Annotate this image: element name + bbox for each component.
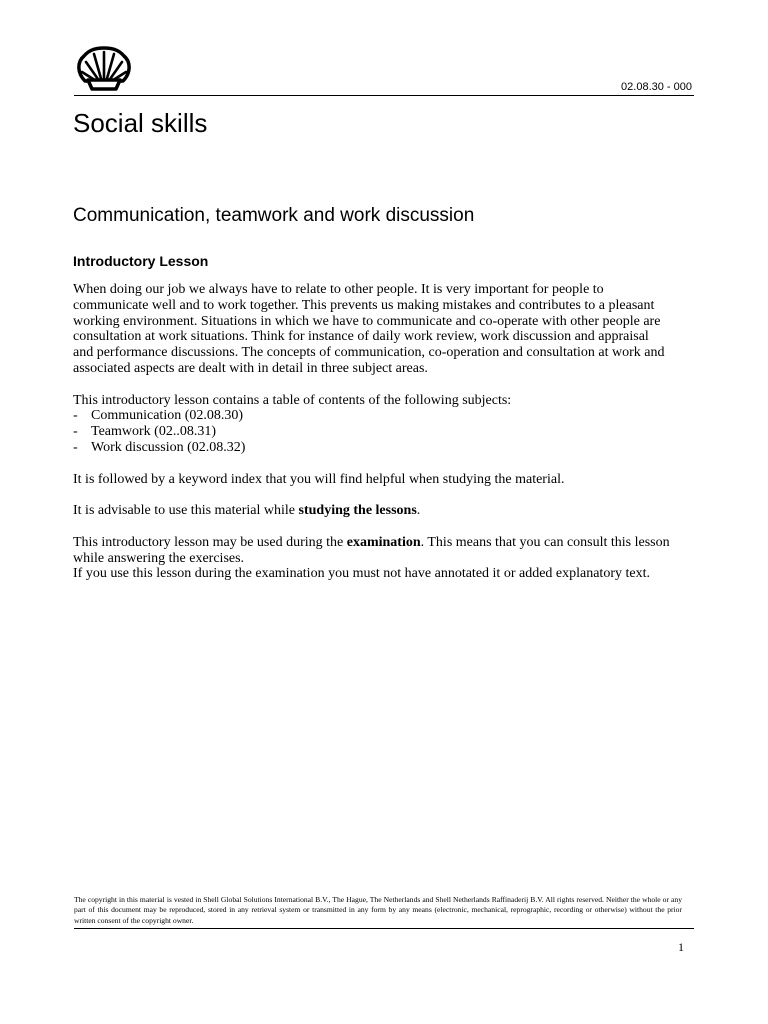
subject-label: Communication (02.08.30) — [91, 408, 244, 424]
exam-line: If you use this lesson during the examination you must not have annotated it or added explanatory text. — [73, 566, 650, 582]
page-subtitle: Communication, teamwork and work discussion — [73, 205, 475, 226]
advisable-emphasis: studying the lessons — [298, 503, 417, 519]
intro-line: and performance discussions. The concepts of communication, co-operation and consultation at work and — [73, 345, 665, 361]
keyword-index-note: It is followed by a keyword index that you will find helpful when studying the material. — [73, 471, 565, 487]
subject-item — [73, 424, 698, 440]
header-divider — [74, 95, 694, 96]
lesson-body — [73, 282, 698, 582]
exam-emphasis: examination — [346, 534, 421, 550]
subject-item — [73, 440, 698, 456]
list-dash: - — [73, 408, 78, 424]
subject-label: Work discussion (02.08.32) — [91, 439, 246, 455]
list-dash: - — [73, 424, 78, 440]
intro-line: When doing our job we always have to relate to other people. It is very important for people to — [73, 282, 604, 297]
intro-line: working environment. Situations in which we have to communicate and co-operate with other people are — [73, 313, 661, 329]
advisable-end: . — [416, 503, 421, 519]
exam-line: while answering the exercises. — [73, 550, 245, 566]
advisable-note — [73, 503, 698, 519]
exam-text-end: . This means that you can consult this lesson — [420, 534, 670, 550]
page-number: 1 — [678, 940, 684, 954]
intro-paragraph — [73, 282, 698, 377]
intro-line: communicate well and to work together. This prevents us making mistakes and contributes to a pleasant — [73, 297, 655, 313]
page-title: Social skills — [73, 108, 208, 138]
footer-divider — [74, 928, 694, 929]
subject-label: Teamwork (02..08.31) — [91, 424, 216, 440]
intro-line: associated aspects are dealt with in detail in three subject areas. — [73, 360, 428, 376]
list-dash: - — [73, 439, 78, 455]
toc-intro: This introductory lesson contains a table of contents of the following subjects: — [73, 392, 512, 408]
exam-note — [73, 535, 698, 582]
copyright-notice: The copyright in this material is vested in Shell Global Solutions International B.V., The Hague, The Netherlands and Shell Netherlands Raffinaderij B.V. All rights reserved. Neither the whole or any part of this document may be reproduced, stored in any retrieval system or transmitted in any form by any means (electronic, mechanical, reprographic, recording or otherwise) without the prior written consent of the copyright owner. — [74, 895, 682, 925]
document-code: 02.08.30 - 000 — [621, 81, 692, 93]
subject-item — [73, 408, 698, 424]
shell-pecten-icon — [76, 44, 132, 94]
exam-text: This introductory lesson may be used during the — [73, 534, 347, 550]
lesson-heading: Introductory Lesson — [73, 253, 209, 269]
intro-line: consultation at work situations. Think for instance of daily work review, work discussion and appraisal — [73, 329, 649, 345]
advisable-text: It is advisable to use this material while — [73, 503, 299, 519]
subject-list — [73, 408, 698, 455]
